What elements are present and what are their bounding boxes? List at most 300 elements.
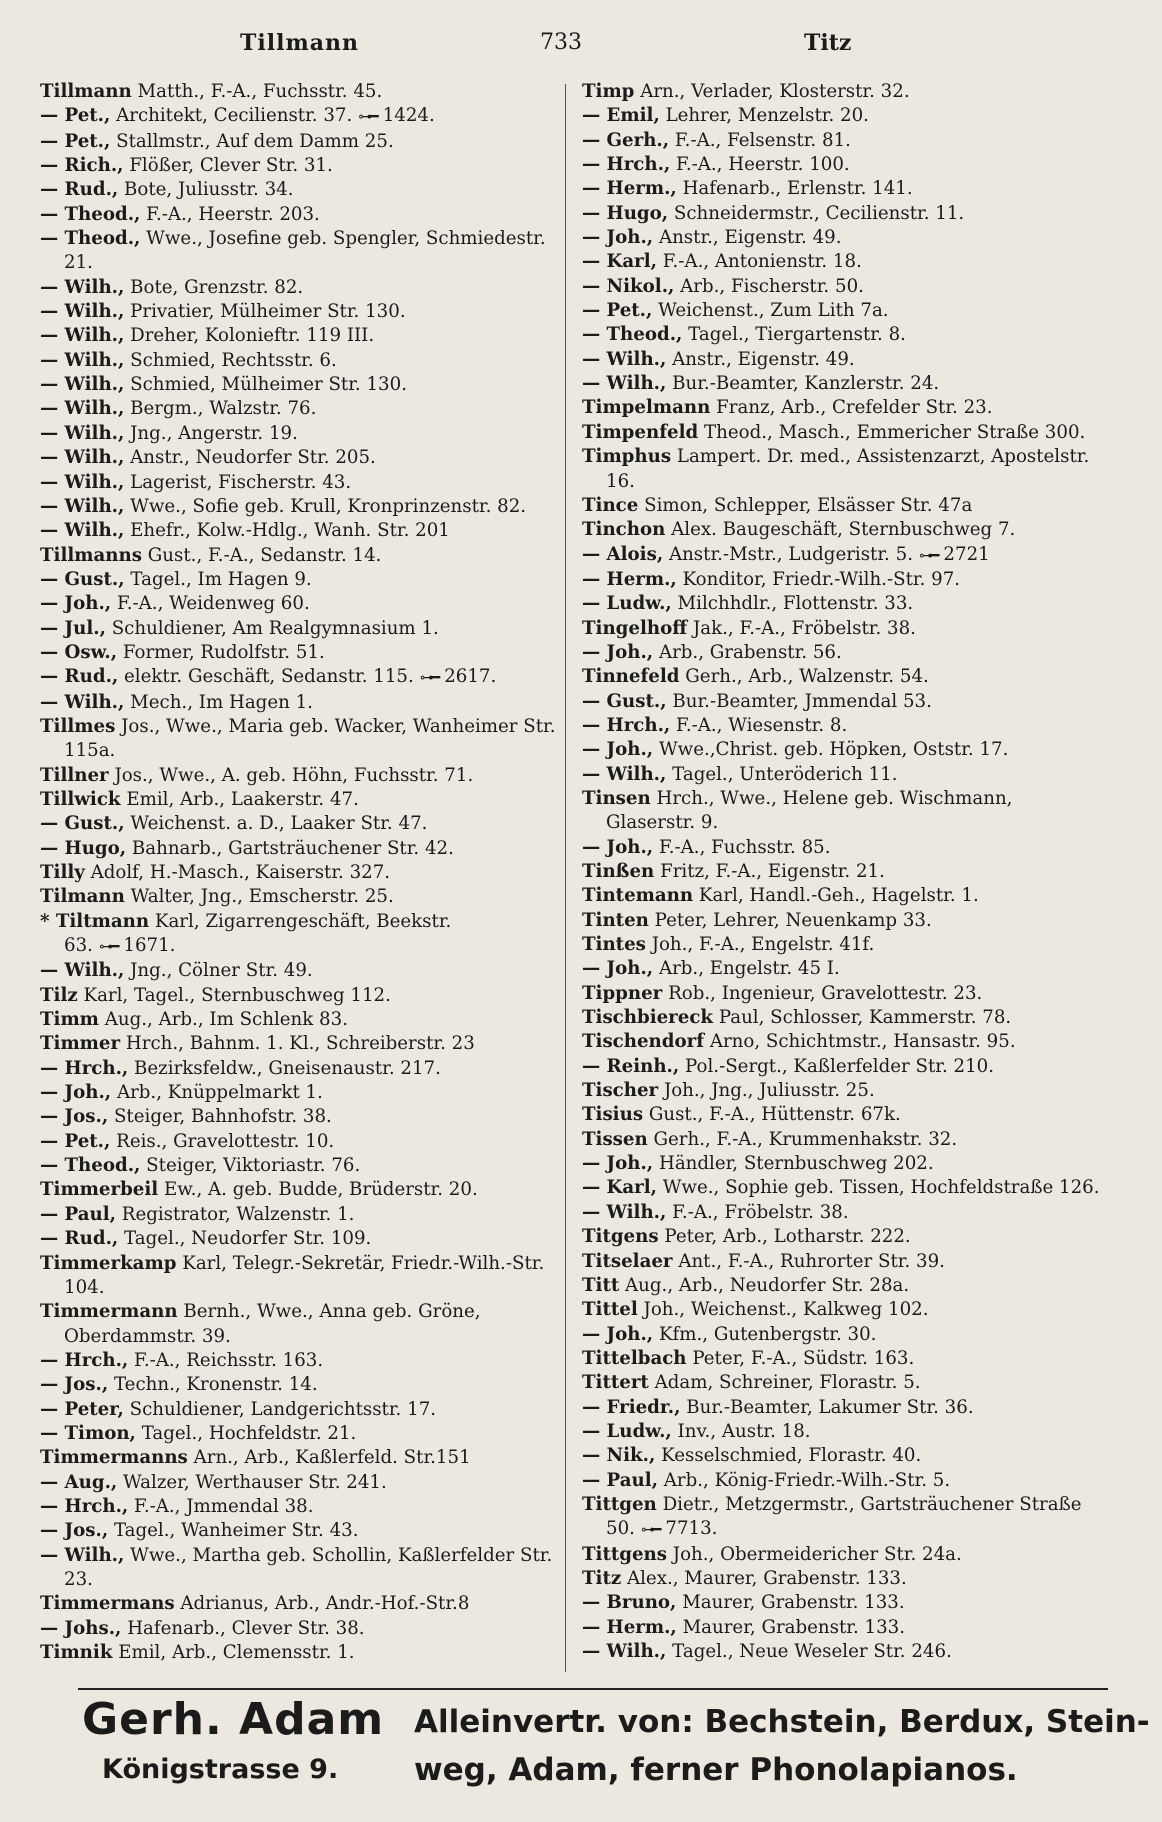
entry-name: — Joh., [40,593,112,615]
directory-entry [40,812,560,836]
entry-name: — Wilh., [40,301,125,323]
directory-entry [40,422,560,446]
entry-details: Tagel., Unteröderich 11. [672,763,898,785]
entry-name: — Gust., [582,690,667,712]
entry-details: Weichenst., Zum Lith 7a. [658,300,889,322]
directory-entry [582,275,1102,299]
entry-name: Tischendorf [582,1031,705,1053]
directory-entry [582,1347,1102,1371]
directory-entry [582,738,1102,762]
directory-entry [582,202,1102,226]
directory-entry [40,1446,560,1470]
directory-entry [40,1544,560,1593]
entry-name: — Hrch., [582,714,671,736]
directory-entry [582,1323,1102,1347]
directory-entry [582,568,1102,592]
directory-entry [582,665,1102,689]
directory-entry [582,1055,1102,1079]
directory-entry [582,1006,1102,1030]
entry-name: — Aug., [40,1471,118,1493]
entry-name: — Jos., [40,1106,109,1128]
entry-name: Tinnefeld [582,666,680,688]
directory-entry [582,543,1102,568]
entry-details: Karl, Telegr.-Sekretär, Friedr.-Wilh.-Str. 104. [64,1252,545,1298]
entry-details: Joh., Weichenst., Kalkweg 102. [643,1299,929,1321]
entry-details: Tagel., Neudorfer Str. 109. [124,1228,372,1250]
entry-details: elektr. Geschäft, Sedanstr. 115. [124,666,414,688]
entry-details: Ant., F.-A., Ruhrorter Str. 39. [678,1250,945,1272]
directory-entry [40,154,560,178]
entry-details: Alex. Baugeschäft, Sternbuschweg 7. [671,519,1016,541]
entry-name: — Wilh., [40,520,125,542]
directory-entry [582,1128,1102,1152]
directory-entry [582,690,1102,714]
entry-details: Anstr., Neudorfer Str. 205. [130,447,376,469]
entry-name: — Wilh., [40,374,125,396]
entry-details: Stallmstr., Auf dem Damm 25. [116,130,394,152]
directory-entry [40,1349,560,1373]
directory-entry [582,1201,1102,1225]
directory-entry [40,1300,560,1349]
entry-details: Jak., F.-A., Fröbelstr. 38. [692,617,916,639]
entry-name: — Karl, [582,251,657,273]
entry-details: Rob., Ingenieur, Gravelottestr. 23. [668,982,983,1004]
entry-details: Weichenst. a. D., Laaker Str. 47. [130,813,428,835]
entry-details: Inv., Austr. 18. [677,1420,811,1442]
entry-details: Lampert. Dr. med., Assistenzarzt, Apostelstr. 16. [606,446,1090,492]
entry-details: Gust., F.-A., Sedanstr. 14. [147,544,382,566]
ad-line-2: weg, Adam, ferner Phonolapianos. [414,1752,1018,1788]
entry-name: Tinten [582,909,649,931]
directory-entry [40,1105,560,1129]
entry-details: Adrianus, Arb., Andr.-Hof.-Str.8 [180,1593,470,1615]
directory-entry [582,617,1102,641]
entry-details: Emil, Arb., Laakerstr. 47. [126,788,359,810]
entry-name: — Nikol., [582,275,675,297]
entry-name: — Rud., [40,666,119,688]
entry-name: — Herm., [582,1616,677,1638]
directory-entry [582,714,1102,738]
telephone-handset-icon: ⊶━ [918,547,938,564]
entry-name: Tittelbach [582,1347,687,1369]
entry-details: Steiger, Viktoriastr. 76. [146,1155,361,1177]
entry-details: Simon, Schlepper, Elsässer Str. 47a [644,494,973,516]
entry-name: — Wilh., [40,398,125,420]
entry-name: — Theod., [40,228,141,250]
directory-entry [582,226,1102,250]
entry-details: Anstr., Eigenstr. 49. [658,227,842,249]
directory-entry [40,861,560,885]
entry-details: Aug., Arb., Im Schlenk 83. [104,1009,348,1031]
entry-details: Kfm., Gutenbergstr. 30. [658,1323,877,1345]
entry-name: — Joh., [582,1323,654,1345]
entry-name: Tillmes [40,715,116,737]
entry-details: Schmied, Mülheimer Str. 130. [130,374,407,396]
entry-name: — Peter, [40,1398,124,1420]
entry-name: — Wilh., [40,447,125,469]
entry-details: Bote, Grenzstr. 82. [130,276,304,298]
entry-name: — Wilh., [40,422,125,444]
entry-details: Wwe., Sophie geb. Tissen, Hochfeldstraße 126. [662,1177,1100,1199]
entry-name: Timmer [40,1033,121,1055]
entry-details: Aug., Arb., Neudorfer Str. 28a. [625,1274,910,1296]
directory-entry [582,153,1102,177]
entry-name: — Hugo, [40,837,127,859]
entry-name: Tinsen [582,787,651,809]
directory-entry [40,349,560,373]
entry-name: — Hrch., [40,1057,129,1079]
entry-name: — Jos., [40,1374,109,1396]
entry-name: Tillmanns [40,544,142,566]
phone-number: 7713. [665,1518,718,1540]
directory-entry [40,519,560,543]
telephone-handset-icon: ⊶━ [358,109,377,126]
entry-name: — Paul, [40,1203,116,1225]
entry-details: Walter, Jng., Emscherstr. 25. [130,886,394,908]
entry-details: Joh., Jng., Juliusstr. 25. [663,1080,875,1102]
phone-number: 2617. [444,666,497,688]
directory-entry [40,641,560,665]
entry-name: — Wilh., [582,763,667,785]
directory-entry [40,1398,560,1422]
entry-name: Timmermans [40,1593,175,1615]
entry-details: Händler, Sternbuschweg 202. [658,1153,934,1175]
entry-name: Tince [582,494,639,516]
entry-details: Gust., F.-A., Hüttenstr. 67k. [648,1104,901,1126]
entry-name: Tippner [582,982,663,1004]
directory-entry [582,1640,1102,1664]
directory-entry [40,373,560,397]
entry-name: — Herm., [582,178,677,200]
directory-entry [582,1176,1102,1200]
entry-name: Tittel [582,1299,638,1321]
entry-name: — Paul, [582,1469,658,1491]
directory-entry [582,323,1102,347]
entry-details: Jng., Cölner Str. 49. [130,960,313,982]
directory-entry [582,348,1102,372]
directory-entry [582,104,1102,128]
entry-details: Tagel., Wanheimer Str. 43. [113,1520,359,1542]
directory-entry [40,715,560,764]
directory-entry [40,1641,560,1665]
directory-entry [582,592,1102,616]
phone-number: 1424. [382,105,435,127]
directory-entry [582,787,1102,836]
left-column [40,80,560,1665]
directory-entry [582,1396,1102,1420]
entry-details: Adam, Schreiner, Florastr. 5. [654,1372,921,1394]
entry-details: F.-A., Weidenweg 60. [116,593,310,615]
directory-entry [40,1422,560,1446]
entry-details: Konditor, Friedr.-Wilh.-Str. 97. [682,568,961,590]
directory-entry [582,1079,1102,1103]
directory-entry [582,1152,1102,1176]
entry-name: Tissen [582,1128,648,1150]
entry-details: Bernh., Wwe., Anna geb. Gröne, Oberdammstr. 39. [64,1301,481,1347]
entry-name: — Friedr., [582,1396,681,1418]
directory-entry [582,860,1102,884]
entry-name: Tintes [582,934,646,956]
directory-entry [582,518,1102,542]
directory-entry [40,592,560,616]
entry-name: — Reinh., [582,1055,680,1077]
entry-name: Tinchon [582,519,666,541]
entry-details: Schuldiener, Landgerichtsstr. 17. [129,1398,437,1420]
entry-details: Bur.-Beamter, Lakumer Str. 36. [686,1396,974,1418]
directory-entry [40,1617,560,1641]
entry-details: Bahnarb., Gartsträuchener Str. 42. [131,837,454,859]
directory-entry [40,471,560,495]
directory-entry [40,1495,560,1519]
entry-details: Arno, Schichtmstr., Hansastr. 95. [709,1031,1016,1053]
directory-entry [40,1252,560,1301]
entry-name: — Joh., [582,739,654,761]
entry-name: Timmermann [40,1301,178,1323]
entry-details: Flößer, Clever Str. 31. [129,155,333,177]
entry-name: — Joh., [582,227,654,249]
phone-number: 2721 [943,543,990,565]
directory-entry [40,495,560,519]
directory-entry [582,421,1102,445]
entry-details: Architekt, Cecilienstr. 37. [116,105,353,127]
entry-name: Timnik [40,1642,113,1663]
entry-details: F.-A., Antonienstr. 18. [662,251,862,273]
entry-details: Karl, Tagel., Sternbuschweg 112. [83,984,391,1006]
directory-entry [582,177,1102,201]
entry-name: Tilz [40,984,78,1006]
entry-details: Lehrer, Menzelstr. 20. [665,105,869,127]
entry-details: Arb., Grabenstr. 56. [658,641,842,663]
entry-details: Anstr., Eigenstr. 49. [672,348,855,370]
directory-entry [582,1371,1102,1395]
entry-details: Tagel., Neue Weseler Str. 246. [672,1641,952,1662]
directory-entry [40,764,560,788]
directory-entry [40,1057,560,1081]
entry-name: Timp [582,81,635,102]
directory-entry [40,959,560,983]
entry-details: Hafenarb., Erlenstr. 141. [682,178,913,200]
directory-entry [40,1203,560,1227]
directory-entry [40,227,560,276]
directory-entry [40,130,560,154]
entry-details: Maurer, Grabenstr. 133. [682,1592,905,1614]
entry-details: Tagel., Hochfeldstr. 21. [141,1422,357,1444]
entry-details: Bergm., Walzstr. 76. [130,398,317,420]
entry-name: Timmermanns [40,1447,188,1469]
entry-details: Karl, Zigarrengeschäft, Beekstr. 63. [64,910,452,957]
entry-name: — Wilh., [582,348,667,370]
directory-entry [40,837,560,861]
entry-name: Tillner [40,764,109,786]
directory-entry [582,836,1102,860]
directory-entry [582,494,1102,518]
directory-entry [582,1493,1102,1543]
entry-name: — Theod., [40,1155,141,1177]
directory-entry [582,641,1102,665]
right-column [582,80,1102,1664]
entry-name: — Wilh., [40,495,125,517]
directory-entry [40,691,560,715]
entry-name: — Bruno, [582,1592,677,1614]
entry-name: Titt [582,1274,620,1296]
directory-entry [582,884,1102,908]
entry-name: Tillmann [40,81,132,102]
entry-name: Tischbiereck [582,1007,714,1029]
entry-details: Fritz, F.-A., Eigenstr. 21. [660,861,885,882]
directory-entry [40,984,560,1008]
entry-name: — Pet., [40,130,111,152]
entry-details: Jos., Wwe., Maria geb. Wacker, Wanheimer Str. 115a. [64,715,556,762]
directory-entry [40,788,560,812]
entry-name: Tinßen [582,861,655,882]
entry-name: — Timon, [40,1422,136,1444]
entry-details: Franz, Arb., Crefelder Str. 23. [716,397,993,419]
directory-entry [582,1250,1102,1274]
entry-details: Hrch., Bahnm. 1. Kl., Schreiberstr. 23 [125,1033,475,1055]
entry-details: Kesselschmied, Florastr. 40. [661,1445,922,1467]
directory-entry [582,982,1102,1006]
entry-name: — Johs., [40,1617,122,1639]
directory-entry [40,1519,560,1543]
entry-details: Arn., Arb., Kaßlerfeld. Str.151 [193,1447,471,1469]
entry-details: Jng., Angerstr. 19. [130,422,298,444]
directory-entry [40,617,560,641]
entry-details: Ew., A. geb. Budde, Brüderstr. 20. [164,1179,478,1201]
entry-details: Emil, Arb., Clemensstr. 1. [118,1642,355,1663]
entry-name: Tilly [40,862,85,883]
entry-details: F.-A., Heerstr. 100. [676,154,850,176]
entry-name: — Osw., [40,641,118,663]
entry-details: Arb., Engelstr. 45 I. [658,958,840,980]
entry-name: Tittgens [582,1543,667,1565]
entry-details: F.-A., Heerstr. 203. [146,203,320,225]
entry-name: * Tiltmann [40,910,150,932]
directory-entry [582,80,1102,104]
entry-details: Walzer, Werthauser Str. 241. [123,1471,387,1493]
entry-name: — Rud., [40,1228,119,1250]
entry-details: Wwe., Josefine geb. Spengler, Schmiedestr. 21. [64,228,546,274]
entry-name: — Hugo, [582,202,669,224]
telephone-handset-icon: ⊶━ [419,670,439,687]
entry-name: — Gust., [40,568,125,590]
entry-details: Privatier, Mülheimer Str. 130. [130,301,406,323]
directory-entry [582,763,1102,787]
entry-name: — Hrch., [582,154,671,176]
phone-number: 1671. [123,935,176,957]
entry-details: F.-A., Wiesenstr. 8. [676,714,848,736]
directory-entry [40,397,560,421]
entry-name: — Ludw., [582,1420,672,1442]
entry-name: — Jul., [40,617,106,639]
entry-details: Registrator, Walzenstr. 1. [121,1203,355,1225]
directory-entry [40,568,560,592]
directory-entry [40,1471,560,1495]
entry-details: Schuldiener, Am Realgymnasium 1. [111,617,439,639]
entry-name: — Theod., [582,324,683,346]
directory-entry [582,299,1102,323]
directory-entry [582,129,1102,153]
entry-name: — Pet., [40,105,111,127]
running-head-right: Titz [804,30,852,56]
entry-details: Arb., Fischerstr. 50. [680,275,864,297]
entry-name: — Wilh., [40,276,125,298]
directory-entry [40,1008,560,1032]
directory-entry [40,885,560,909]
entry-name: Timpenfeld [582,421,699,443]
entry-details: Matth., F.-A., Fuchsstr. 45. [137,81,383,102]
entry-details: Peter, Arb., Lotharstr. 222. [664,1226,911,1248]
directory-entry [582,1469,1102,1493]
directory-entry [40,544,560,568]
directory-entry [40,324,560,348]
entry-details: Tagel., Im Hagen 9. [130,568,312,590]
entry-details: F.-A., Fuchsstr. 85. [658,836,831,858]
entry-name: — Pet., [582,300,653,322]
entry-name: — Wilh., [40,691,125,713]
entry-name: — Gust., [40,813,125,835]
entry-details: F.-A., Felsenstr. 81. [674,129,851,151]
directory-entry [582,396,1102,420]
entry-details: Bezirksfeldw., Gneisenaustr. 217. [134,1057,441,1079]
directory-entry [40,178,560,202]
entry-name: — Joh., [582,1153,654,1175]
directory-entry [40,1178,560,1202]
entry-details: Reis., Gravelottestr. 10. [116,1130,335,1152]
entry-name: — Joh., [40,1082,112,1104]
entry-details: Arb., König-Friedr.-Wilh.-Str. 5. [663,1469,951,1491]
entry-details: Dreher, Kolonieftr. 119 III. [130,325,375,347]
advertisement [78,1688,1150,1810]
entry-name: — Wilh., [40,960,125,982]
entry-name: — Alois, [582,543,664,565]
entry-details: Karl, Handl.-Geh., Hagelstr. 1. [698,885,979,907]
directory-entry [582,1567,1102,1591]
directory-entry [582,1225,1102,1249]
entry-details: Steiger, Bahnhofstr. 38. [113,1106,332,1128]
entry-name: — Wilh., [582,373,667,395]
entry-details: Gerh., Arb., Walzenstr. 54. [685,666,929,688]
entry-name: Tittert [582,1372,649,1394]
entry-name: — Wilh., [40,325,125,347]
entry-details: Tagel., Tiergartenstr. 8. [688,324,906,346]
entry-details: Schneidermstr., Cecilienstr. 11. [673,202,965,224]
entry-details: Wwe.,Christ. geb. Höpken, Oststr. 17. [658,739,1009,761]
directory-entry [40,446,560,470]
entry-name: Tingelhoff [582,617,688,639]
entry-details: Arn., Verlader, Klosterstr. 32. [640,81,910,102]
entry-details: Hrch., Wwe., Helene geb. Wischmann, Glaserstr. 9. [606,787,1013,834]
directory-entry [40,276,560,300]
entry-name: — Wilh., [582,1201,667,1223]
entry-details: Jos., Wwe., A. geb. Höhn, Fuchsstr. 71. [114,764,474,786]
entry-name: — Wilh., [582,1641,667,1662]
directory-entry [582,372,1102,396]
entry-name: Titz [582,1567,622,1589]
directory-entry [40,910,560,960]
entry-name: Tilmann [40,886,125,908]
directory-entry [582,1274,1102,1298]
entry-details: Bur.-Beamter, Jmmendal 53. [672,690,932,712]
directory-entry [582,445,1102,494]
entry-details: Wwe., Sofie geb. Krull, Kronprinzenstr. 82. [130,495,527,517]
entry-details: Alex., Maurer, Grabenstr. 133. [626,1567,907,1589]
entry-name: — Karl, [582,1177,657,1199]
directory-entry [40,1081,560,1105]
entry-details: Former, Rudolfstr. 51. [122,641,325,663]
entry-name: — Joh., [582,958,654,980]
entry-name: Tintemann [582,885,694,907]
entry-name: — Gerh., [582,129,670,151]
